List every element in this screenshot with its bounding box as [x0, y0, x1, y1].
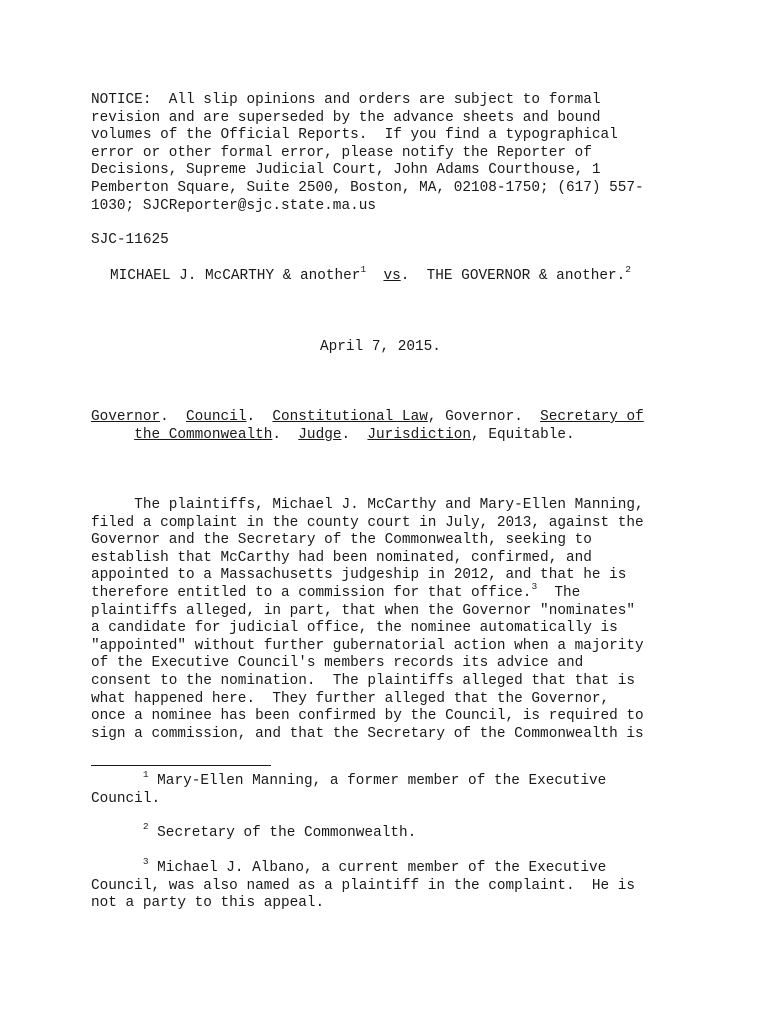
body-line: therefore entitled to a commission for that office.: [91, 584, 532, 601]
notice-line: NOTICE: All slip opinions and orders are subject to formal: [91, 92, 601, 108]
footnote-ref-1: 1: [360, 264, 367, 276]
plaintiff-name: MICHAEL J. McCARTHY & another: [110, 268, 361, 284]
decision-date: April 7, 2015.: [320, 339, 441, 355]
body-line: Governor and the Secretary of the Commonwealth, seeking to: [91, 532, 592, 549]
footnote-line: Mary-Ellen Manning, a former member of the Executive: [157, 773, 607, 789]
headnote-jurisdiction: Jurisdiction: [367, 426, 472, 443]
notice-line: volumes of the Official Reports. If you find a typographical: [91, 127, 618, 144]
headnote-council: Council: [186, 409, 247, 425]
footnote-line: Council, was also named as a plaintiff in the complaint. He is: [91, 877, 636, 894]
versus-label: vs: [383, 268, 401, 284]
body-line: The: [537, 584, 581, 601]
body-line: "appointed" without further gubernatorial action when a majority: [91, 637, 644, 654]
opinion-body: [91, 497, 644, 743]
notice-line: error or other formal error, please notify the Reporter of: [91, 144, 592, 161]
body-line: what happened here. They further alleged that the Governor,: [91, 690, 610, 707]
footnote-number: 2: [142, 821, 149, 833]
footnote-1: [91, 769, 607, 808]
headnote-governor: Governor: [91, 409, 161, 425]
footnote-divider: [91, 765, 271, 766]
docket-number: SJC-11625: [91, 232, 169, 248]
body-line: filed a complaint in the county court in July, 2013, against the: [91, 514, 644, 531]
body-line: plaintiffs alleged, in part, that when the Governor "nominates": [91, 602, 636, 619]
footnote-number: 3: [142, 856, 149, 868]
notice-line: 1030; SJCReporter@sjc.state.ma.us: [91, 197, 376, 214]
body-line: a candidate for judicial office, the nominee automatically is: [91, 620, 618, 637]
body-line: consent to the nomination. The plaintiffs alleged that that is: [91, 672, 636, 689]
headnote-governor-sub: , Governor.: [427, 409, 523, 425]
headnote-judge: Judge: [298, 426, 342, 443]
body-line: appointed to a Massachusetts judgeship in 2012, and that he is: [91, 567, 627, 584]
footnote-line: Council.: [91, 790, 161, 807]
footnote-2: [91, 821, 417, 843]
body-line: establish that McCarthy had been nominated, confirmed, and: [91, 549, 592, 566]
notice-line: Pemberton Square, Suite 2500, Boston, MA, 02108-1750; (617) 557-: [91, 179, 644, 196]
notice-line: Decisions, Supreme Judicial Court, John Adams Courthouse, 1: [91, 162, 601, 179]
defendant-name: THE GOVERNOR & another.: [426, 268, 626, 284]
headnote-constitutional-law: Constitutional Law: [272, 409, 428, 425]
footnote-ref-3: 3: [531, 581, 538, 593]
headnotes: Governor. Council. Constitutional Law, Governor. Secretary of the Commonwealth. Judge. Jurisdiction, Equitable.: [91, 409, 644, 443]
body-line: The plaintiffs, Michael J. McCarthy and Mary-Ellen Manning,: [91, 497, 644, 513]
notice-line: revision and are superseded by the advance sheets and bound: [91, 109, 601, 126]
headnote-secretary: Secretary of: [540, 409, 644, 425]
footnote-line: not a party to this appeal.: [91, 895, 325, 912]
headnote-equitable: , Equitable.: [471, 426, 575, 443]
footnote-line: Michael J. Albano, a current member of the Executive: [157, 860, 607, 876]
body-line: sign a commission, and that the Secretary of the Commonwealth is: [91, 725, 644, 742]
notice-block: [91, 92, 644, 215]
footnote-line: Secretary of the Commonwealth.: [157, 825, 417, 841]
body-line: once a nominee has been confirmed by the Council, is required to: [91, 708, 644, 725]
footnote-3: [91, 856, 636, 913]
footnote-number: 1: [142, 769, 149, 781]
headnote-secretary-cont: the Commonwealth: [134, 426, 273, 443]
case-caption: MICHAEL J. McCARTHY & another$^1$ vs. THE GOVERNOR & another.$^2$: [110, 264, 631, 284]
footnote-ref-2: 2: [625, 264, 631, 276]
body-line: of the Executive Council's members records its advice and: [91, 655, 584, 672]
